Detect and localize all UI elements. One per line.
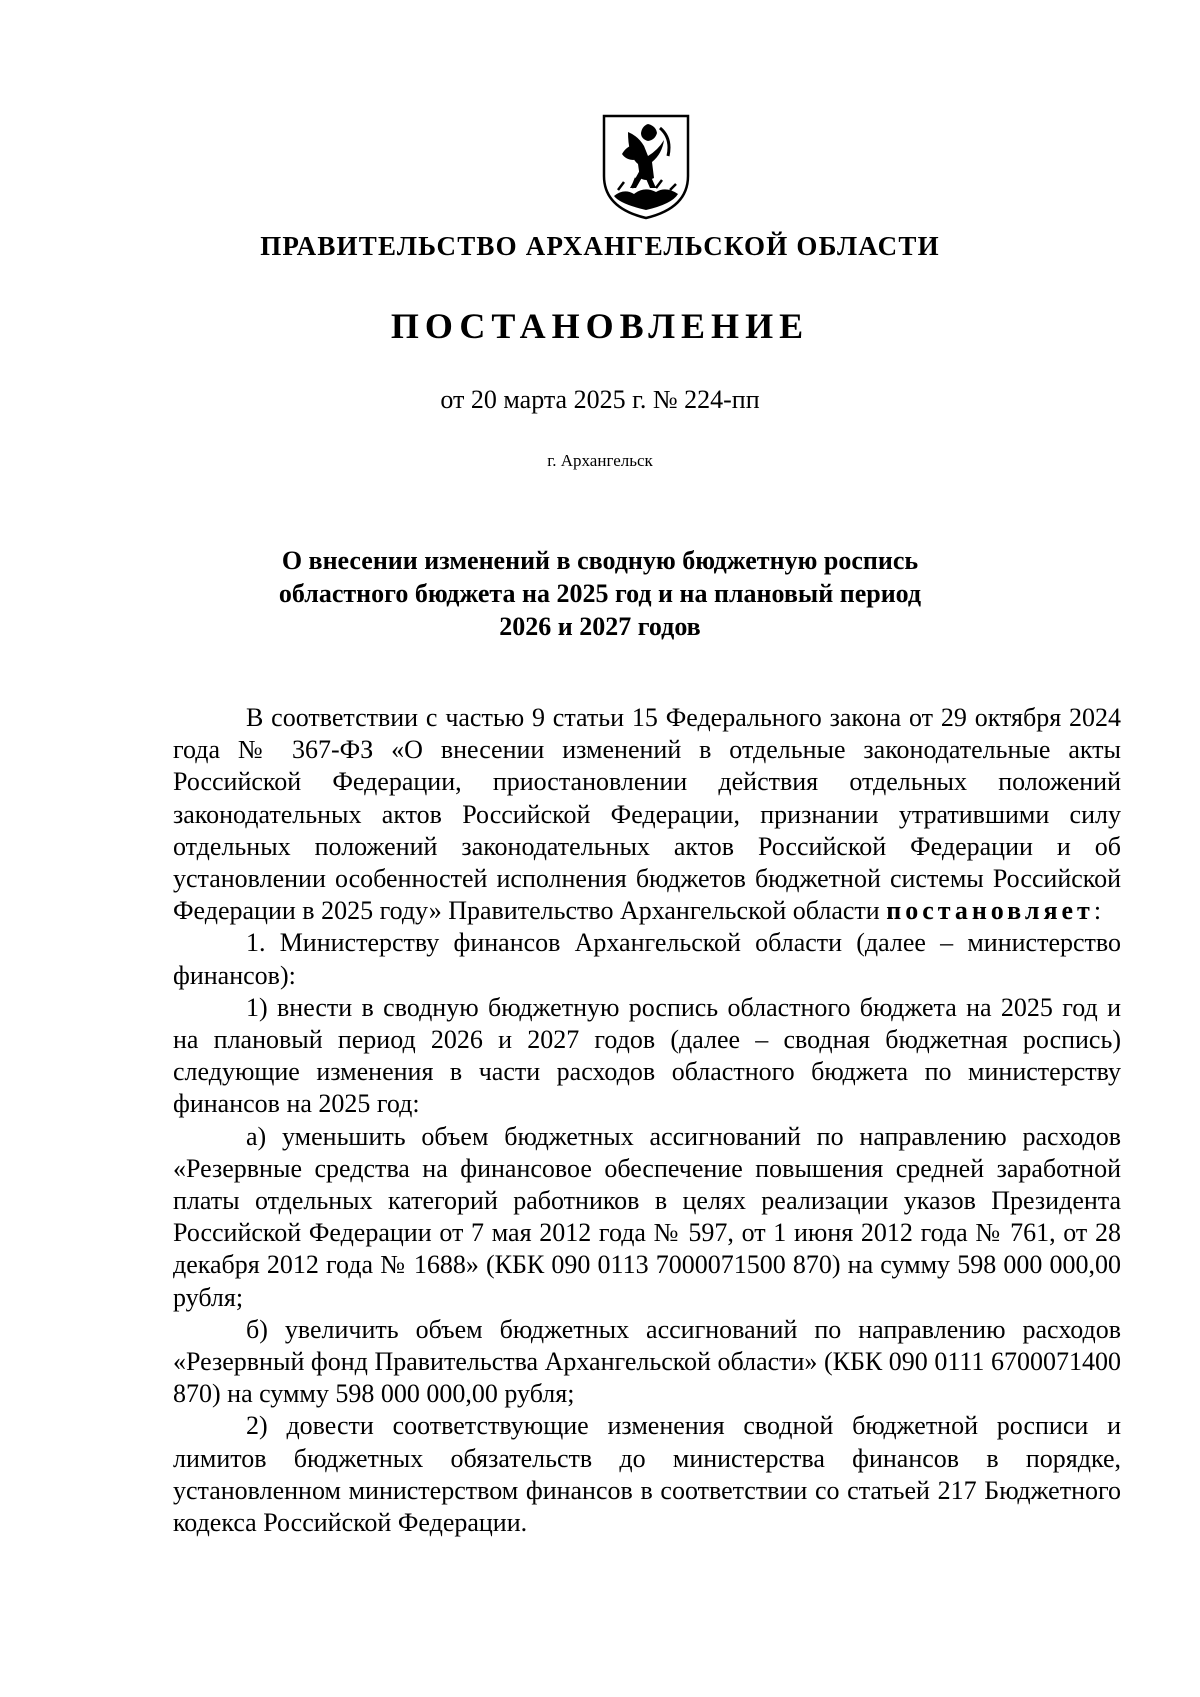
subject-line: областного бюджета на 2025 год и на плановый период (278, 579, 922, 608)
preamble-text: В соответствии с частью 9 статьи 15 Федерального закона от 29 октября 2024 года № 367-ФЗ «О внесении изменений в отдельные законодательные акты Российской Федерации, приостановлении действия отдельных положений законодательных актов Российской Федерации, признании утратившими силу отдельных положений законодательных актов Российской Федерации и об установлении особенностей исполнения бюджетов бюджетной системы Российской Федерации в 2025 году» Правительство Архангельской области (173, 703, 1121, 926)
item-1-1-b: б) увеличить объем бюджетных ассигнований по направлению расходов «Резервный фонд Правительства Архангельской области» (КБК 090 0111 6700071400 870) на сумму 598 000 000,00 рубля; (173, 1314, 1121, 1409)
document-type: ПОСТАНОВЛЕНИЕ (390, 306, 810, 346)
document-subject (0, 544, 1200, 643)
preamble-paragraph (173, 702, 1121, 927)
document-city: г. Архангельск (547, 451, 653, 470)
item-1-1-a: а) уменьшить объем бюджетных ассигнований по направлению расходов «Резервные средства на финансовое обеспечение повышения средней заработной платы отдельных категорий работников в целях реализации указов Президента Российской Федерации от 7 мая 2012 года № 597, от 1 июня 2012 года № 761, от 28 декабря 2012 года № 1688» (КБК 090 0113 7000071500 870) на сумму 598 000 000,00 рубля; (173, 1121, 1121, 1312)
item-1-1: 1) внести в сводную бюджетную роспись областного бюджета на 2025 год и на плановый период 2026 и 2027 годов (далее – сводная бюджетная роспись) следующие изменения в части расходов областного бюджета по министерству финансов на 2025 год: (173, 992, 1121, 1119)
coat-of-arms-icon (600, 112, 692, 220)
subject-line: О внесении изменений в сводную бюджетную роспись (281, 546, 919, 575)
document-date-number: от 20 марта 2025 г. № 224-пп (440, 385, 760, 414)
item-1-2: 2) довести соответствующие изменения сводной бюджетной росписи и лимитов бюджетных обязательств до министерства финансов в порядке, установленном министерством финансов в соответствии со статьей 217 Бюджетного кодекса Российской Федерации. (173, 1411, 1121, 1538)
subject-line: 2026 и 2027 годов (499, 612, 701, 641)
document-body (173, 702, 1121, 1539)
decree-word: постановляет (886, 896, 1094, 926)
government-title: ПРАВИТЕЛЬСТВО АРХАНГЕЛЬСКОЙ ОБЛАСТИ (260, 231, 940, 261)
decree-colon: : (1093, 896, 1102, 926)
item-1: 1. Министерству финансов Архангельской области (далее – министерство финансов): (173, 928, 1121, 990)
